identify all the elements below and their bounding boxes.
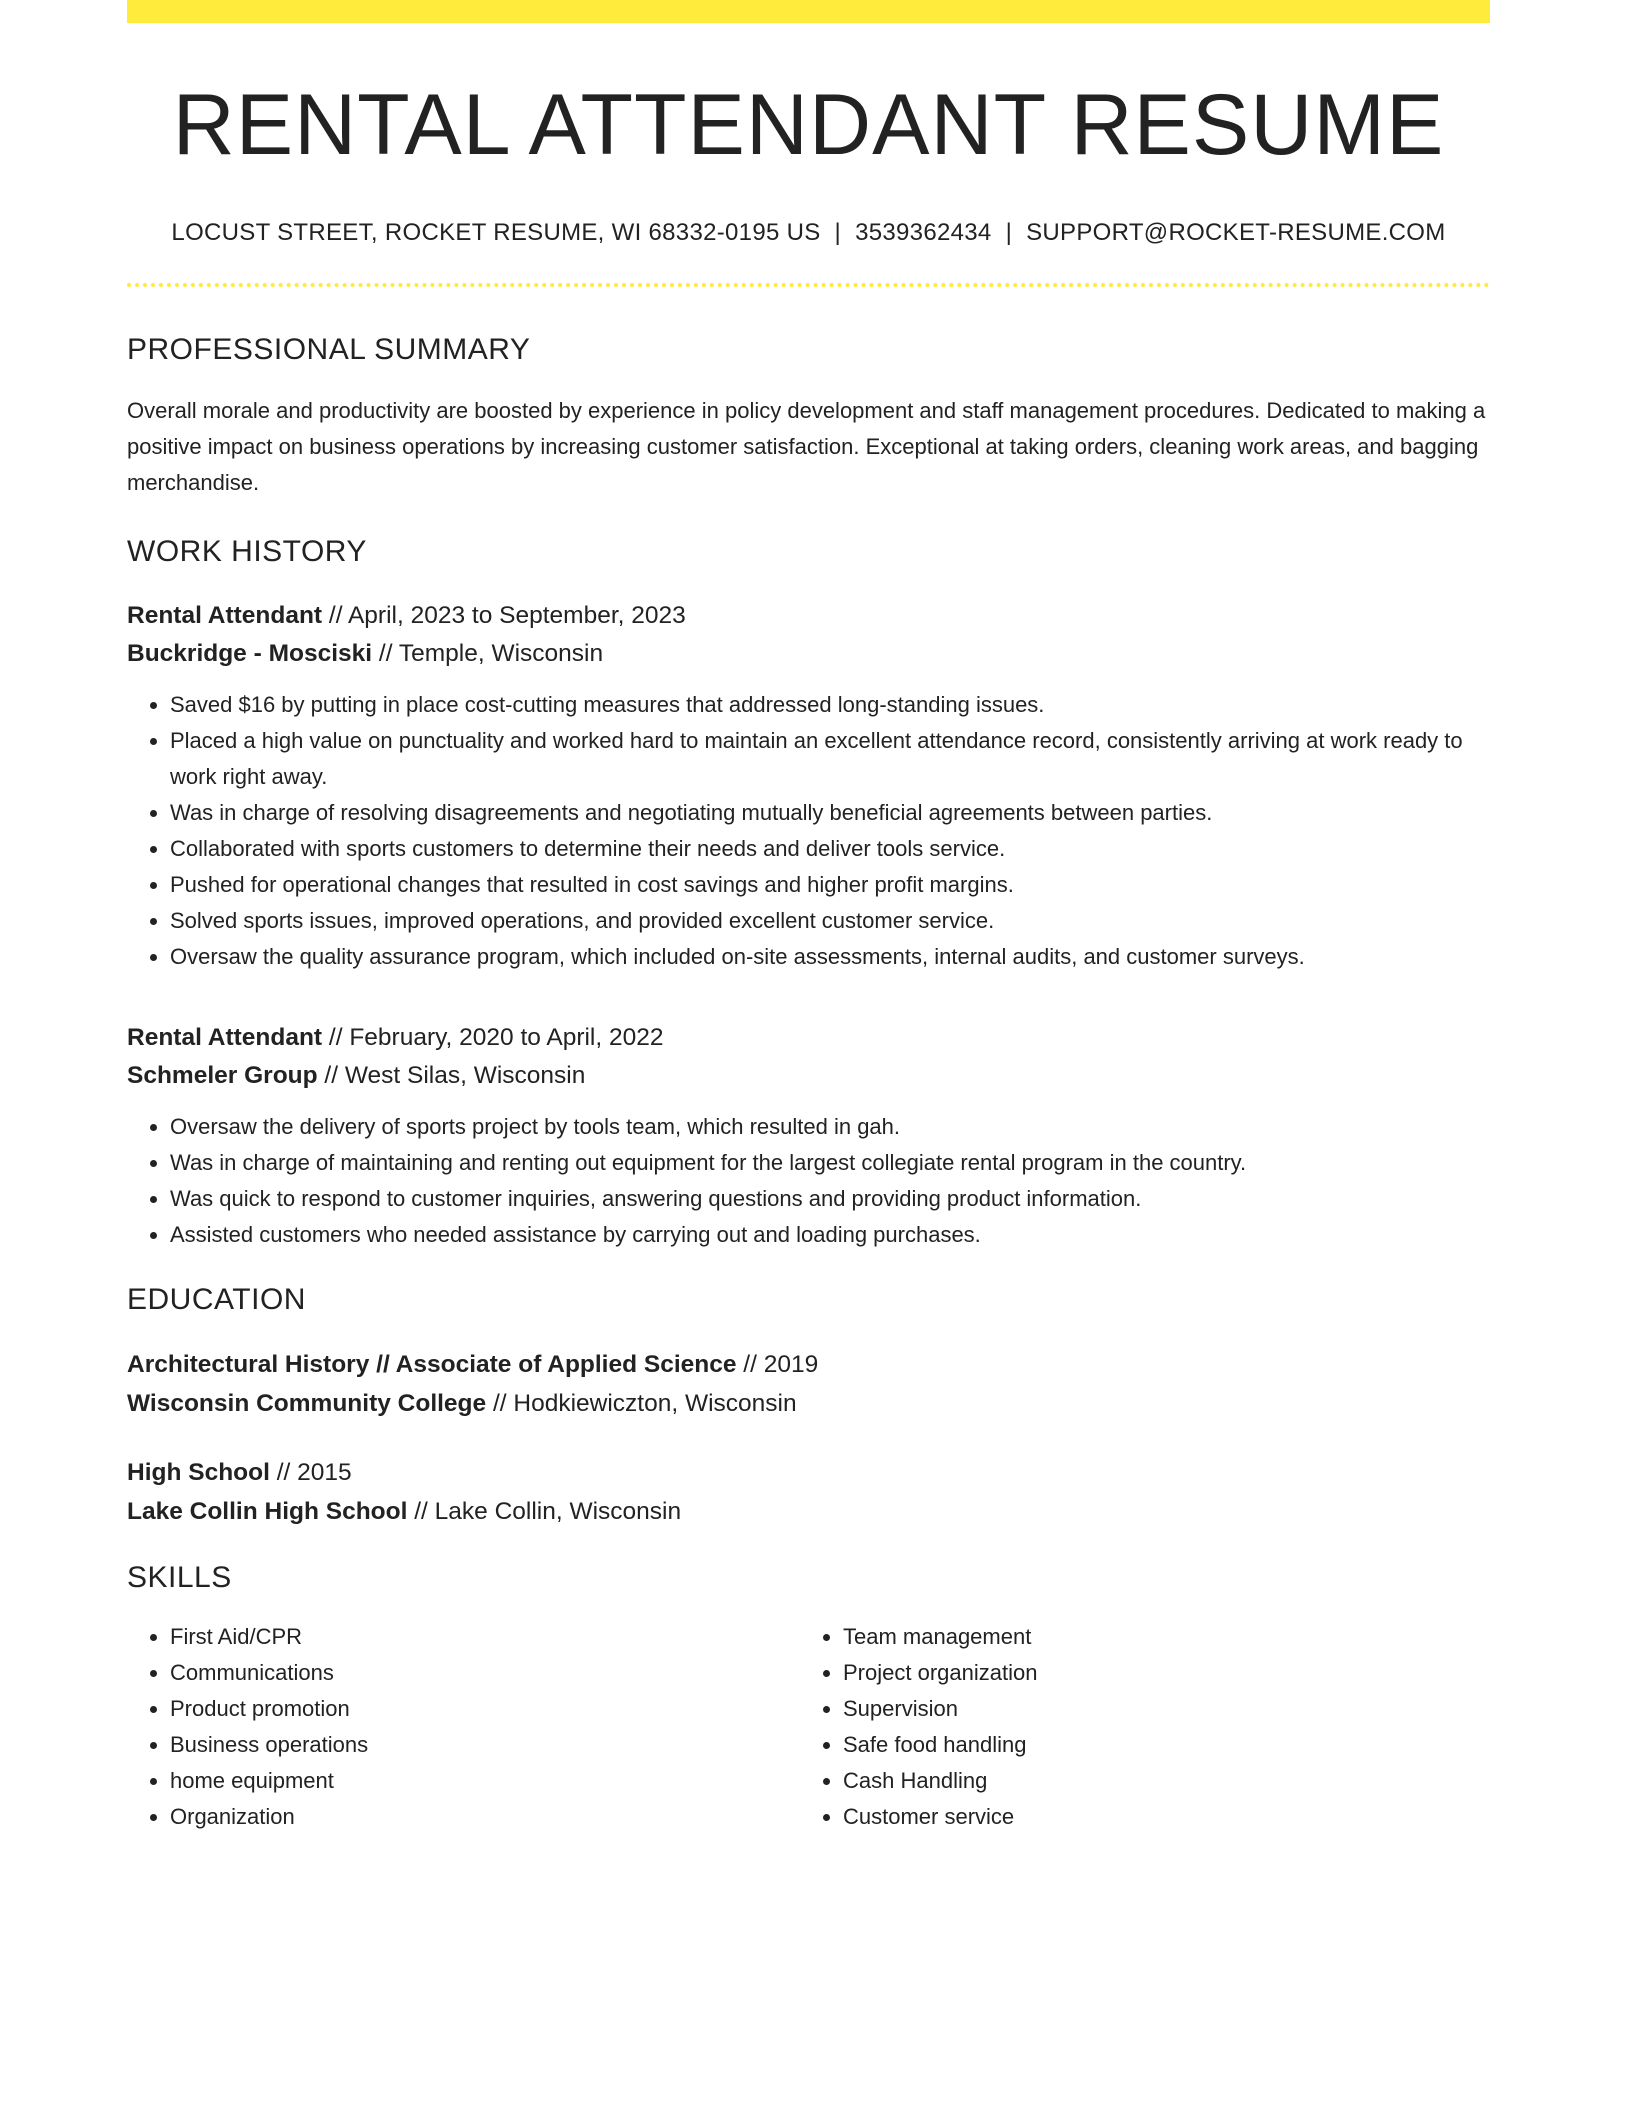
job-bullet: • Was quick to respond to customer inquiries, answering questions and providing product information.: [170, 1181, 1490, 1217]
edu-location: // Hodkiewiczton, Wisconsin: [486, 1389, 797, 1417]
top-accent-bar: [127, 0, 1490, 23]
skill-item: • home equipment: [170, 1763, 800, 1799]
contact-separator: |: [1005, 218, 1013, 246]
job-bullet: • Saved $16 by putting in place cost-cutting measures that addressed long-standing issues.: [170, 687, 1490, 723]
job-bullets: [127, 687, 1490, 975]
skill-item: • Business operations: [170, 1727, 800, 1763]
job-company-line: [127, 1057, 1490, 1095]
job-title-line: [127, 1019, 1490, 1057]
job-bullet: • Pushed for operational changes that resulted in cost savings and higher profit margins.: [170, 867, 1490, 903]
edu-school: Lake Collin High School: [127, 1497, 408, 1525]
job-company-line: [127, 635, 1490, 673]
skill-item: • Customer service: [843, 1799, 1473, 1835]
dotted-divider: [127, 283, 1490, 287]
edu-degree: High School: [127, 1458, 270, 1486]
edu-school-line: [127, 1492, 1490, 1531]
job-title: Rental Attendant: [127, 1023, 323, 1051]
skill-item: • First Aid/CPR: [170, 1619, 800, 1655]
skills-grid: [127, 1619, 1490, 1835]
job-bullet: • Was in charge of resolving disagreements and negotiating mutually beneficial agreements between parties.: [170, 795, 1490, 831]
job-bullet: • Was in charge of maintaining and renting out equipment for the largest collegiate rental program in the country.: [170, 1145, 1490, 1181]
contact-phone: 3539362434: [855, 218, 992, 246]
edu-year: // 2019: [736, 1350, 819, 1378]
skills-heading: SKILLS: [127, 1560, 232, 1594]
job-bullets: [127, 1109, 1490, 1253]
education-entry: [127, 1345, 1490, 1423]
education-entry: [127, 1453, 1490, 1531]
job-bullet: • Collaborated with sports customers to determine their needs and deliver tools service.: [170, 831, 1490, 867]
skill-item: • Safe food handling: [843, 1727, 1473, 1763]
contact-email: SUPPORT@ROCKET-RESUME.COM: [1026, 218, 1446, 246]
job-bullet: • Oversaw the delivery of sports project by tools team, which resulted in gah.: [170, 1109, 1490, 1145]
job-location: // Temple, Wisconsin: [372, 639, 604, 667]
summary-heading: PROFESSIONAL SUMMARY: [127, 332, 531, 366]
job-bullet: • Oversaw the quality assurance program, which included on-site assessments, internal audits, and customer surveys.: [170, 939, 1490, 975]
edu-degree-line: [127, 1453, 1490, 1492]
job-dates: // April, 2023 to September, 2023: [322, 601, 686, 629]
job-entry: [127, 1019, 1490, 1253]
skill-item: • Project organization: [843, 1655, 1473, 1691]
edu-year: // 2015: [269, 1458, 352, 1486]
skill-item: • Product promotion: [170, 1691, 800, 1727]
summary-text: Overall morale and productivity are boosted by experience in policy development and staff management procedures. Dedicated to making a positive impact on business operations by increasing customer satisfaction. Exceptional at taking orders, cleaning work areas, and bagging merchandise.: [127, 397, 1486, 495]
edu-school-line: [127, 1384, 1490, 1423]
skills-left-list: [127, 1619, 800, 1835]
skill-item: • Cash Handling: [843, 1763, 1473, 1799]
job-company: Buckridge - Mosciski: [127, 639, 373, 667]
skills-right-list: [800, 1619, 1473, 1835]
resume-title: RENTAL ATTENDANT RESUME: [172, 77, 1445, 173]
education-heading: EDUCATION: [127, 1282, 306, 1316]
contact-line: [127, 219, 1490, 247]
job-bullet: • Assisted customers who needed assistance by carrying out and loading purchases.: [170, 1217, 1490, 1253]
job-title-line: [127, 597, 1490, 635]
edu-degree: Architectural History // Associate of Applied Science: [127, 1350, 737, 1378]
contact-address: LOCUST STREET, ROCKET RESUME, WI 68332-0195 US: [171, 218, 821, 246]
skill-item: • Organization: [170, 1799, 800, 1835]
skill-item: • Communications: [170, 1655, 800, 1691]
job-entry: [127, 597, 1490, 975]
skill-item: • Team management: [843, 1619, 1473, 1655]
contact-separator: |: [834, 218, 842, 246]
job-dates: // February, 2020 to April, 2022: [322, 1023, 664, 1051]
edu-location: // Lake Collin, Wisconsin: [407, 1497, 682, 1525]
resume-page: [127, 0, 1490, 1835]
edu-degree-line: [127, 1345, 1490, 1384]
skill-item: • Supervision: [843, 1691, 1473, 1727]
job-company: Schmeler Group: [127, 1061, 318, 1089]
work-history-heading: WORK HISTORY: [127, 534, 367, 568]
job-title: Rental Attendant: [127, 601, 323, 629]
job-bullet: • Solved sports issues, improved operations, and provided excellent customer service.: [170, 903, 1490, 939]
job-bullet: • Placed a high value on punctuality and worked hard to maintain an excellent attendance record, consistently arriving at work ready to work right away.: [170, 723, 1490, 795]
edu-school: Wisconsin Community College: [127, 1389, 487, 1417]
job-location: // West Silas, Wisconsin: [317, 1061, 586, 1089]
